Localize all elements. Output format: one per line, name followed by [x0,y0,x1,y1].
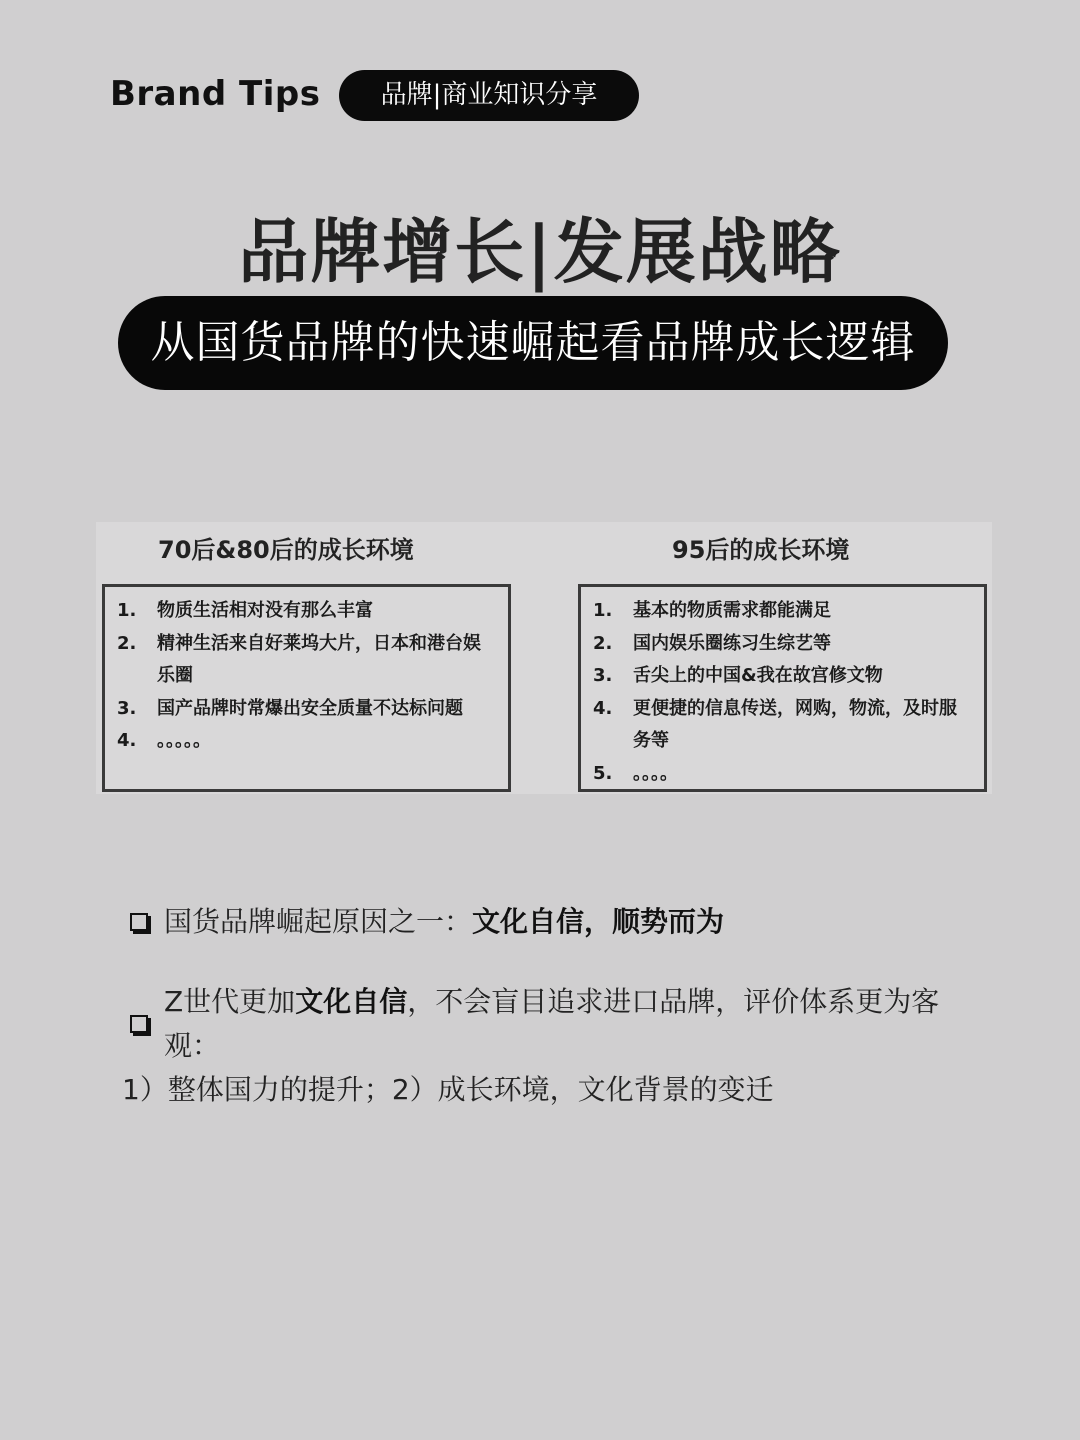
item-text: 基本的物质需求都能满足 [633,600,831,621]
item-text: 更便捷的信息传送，网购，物流，及时服务等 [633,697,957,751]
item-number: 5. [593,762,613,784]
bullet-continuation: 1）整体国力的提升；2）成长环境，文化背景的变迁 [122,1073,774,1106]
subtitle-banner: 从国货品牌的快速崛起看品牌成长逻辑 [118,296,948,390]
item-text: 国产品牌时常爆出安全质量不达标问题 [157,697,463,719]
left-environment-box [102,584,511,792]
item-number: 3. [117,697,137,719]
item-text: 。。。。 [633,762,678,784]
list-item [593,693,974,758]
item-number: 4. [117,730,137,751]
item-text: 。。。。。 [157,730,211,751]
right-environment-box [578,584,987,792]
bullet-text [164,900,724,944]
list-item [117,693,498,726]
item-number: 3. [593,665,613,686]
item-text: 国内娱乐圈练习生综艺等 [633,632,831,654]
list-item [117,725,498,758]
checkbox-icon [130,1015,148,1033]
list-item [593,628,974,661]
item-number: 1. [117,600,137,621]
item-number: 1. [593,600,613,621]
item-text: 精神生活来自好莱坞大片，日本和港台娱乐圈 [157,632,481,686]
page-title: 品牌增长|发展战略 [238,210,842,293]
bullet-emphasis: 文化自信，顺势而为 [472,905,725,938]
left-column-heading: 70后&80后的成长环境 [158,536,414,564]
right-environment-list [581,587,984,790]
list-item [117,595,498,628]
bullet-prefix: Z世代更加 [164,985,296,1018]
bullet-point-2 [122,980,976,1112]
item-number: 4. [593,697,613,719]
category-tag: 品牌|商业知识分享 [339,70,639,121]
item-number: 2. [117,632,137,654]
bullet-line-1 [126,980,976,1068]
key-points [122,900,976,1112]
bullet-prefix: 国货品牌崛起原因之一： [164,905,473,938]
bullet-suffix: ，不会盲目追求进口品牌，评价体系更为客观： [164,985,940,1062]
list-item [593,660,974,693]
checkbox-icon [130,913,148,931]
item-text: 物质生活相对没有那么丰富 [157,600,373,621]
item-number: 2. [593,632,613,654]
left-environment-list [105,587,508,758]
bullet-text [164,980,976,1068]
list-item [593,758,974,791]
list-item [593,595,974,628]
right-column-heading: 95后的成长环境 [672,536,850,564]
item-text: 舌尖上的中国&我在故宫修文物 [633,665,883,686]
list-item [117,628,498,693]
bullet-emphasis: 文化自信 [295,985,408,1018]
brand-label: Brand Tips [110,74,321,114]
bullet-point-1 [126,900,976,944]
